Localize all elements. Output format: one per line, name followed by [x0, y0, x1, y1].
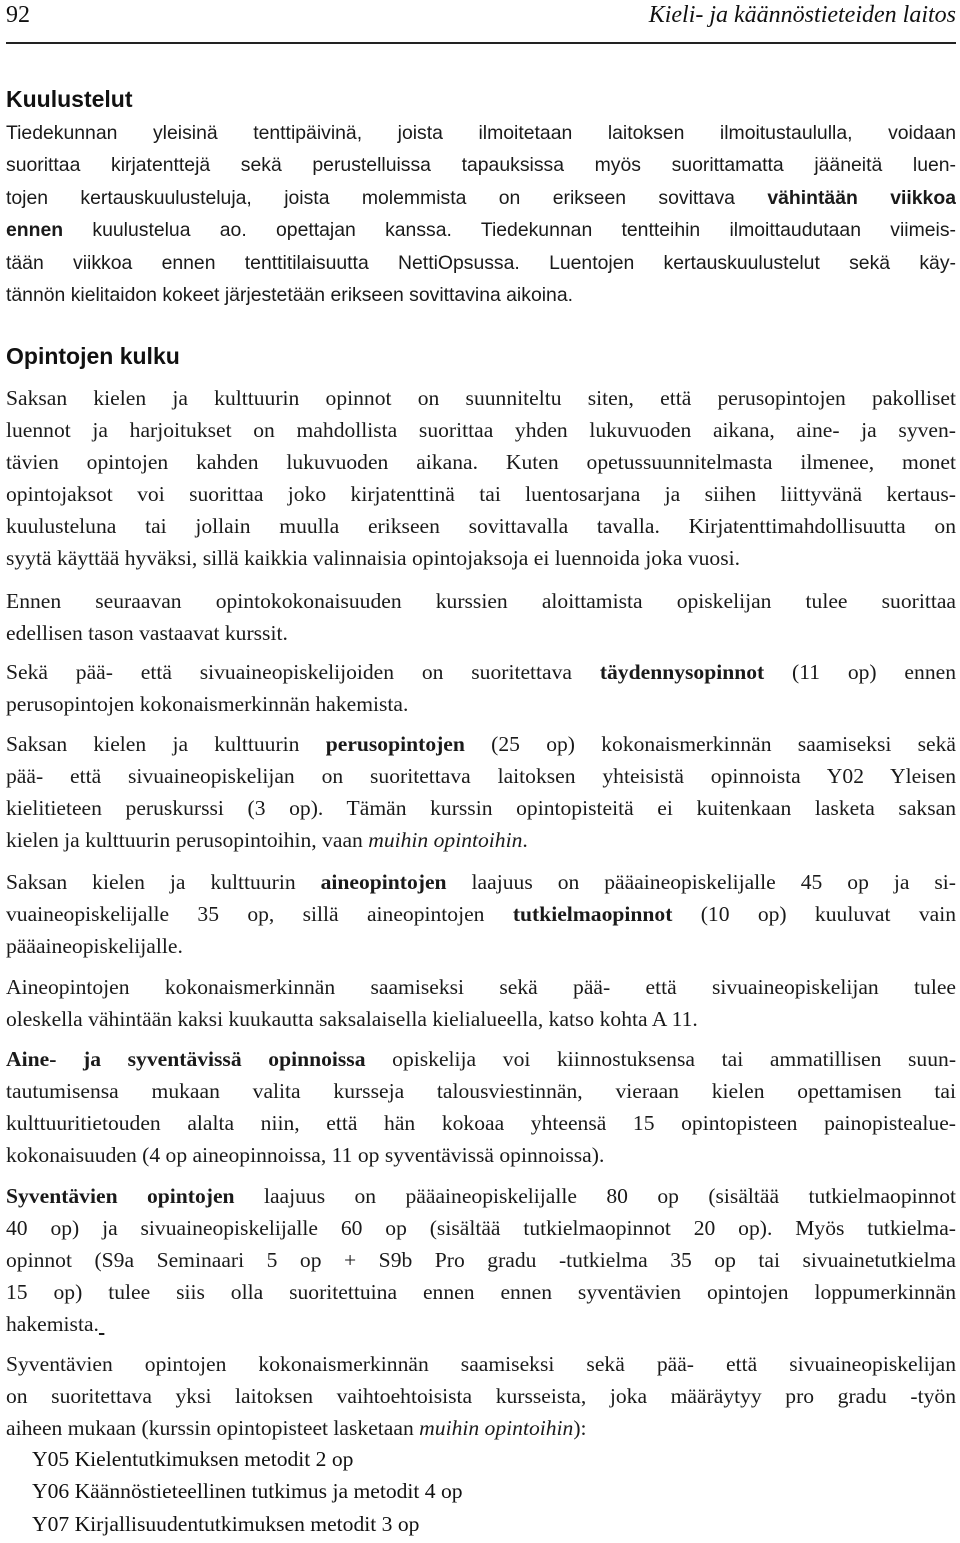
text-line: suorittaa kirjatenttejä sekä perustelluissa tapauksissa myös suorittamatta jääneitä luen- [6, 154, 956, 177]
text-line: kielitieteen peruskurssi (3 op). Tämän kurssin opintopisteitä ei kuitenkaan lasketa saksan [6, 796, 956, 821]
text-line: oleskella vähintään kaksi kuukautta saksalaisella kielialueella, katso kohta A 11. [6, 1007, 698, 1032]
text-line: Saksan kielen ja kulttuurin aineopintojen laajuus on pääaineopiskelijalle 45 op ja si- [6, 870, 956, 894]
paragraph-9 [6, 1348, 956, 1444]
text-line: pääaineopiskelijalle. [6, 934, 183, 959]
paragraph-6 [6, 971, 956, 1035]
text-line: tautumisensa mukaan valita kursseja talousviestinnän, vieraan kielen opettamisen tai [6, 1079, 956, 1104]
text-line: tännön kielitaidon kokeet järjestetään erikseen sovittavina aikoina. [6, 284, 573, 307]
list-item: Y05 Kielentutkimuksen metodit 2 op [32, 1447, 354, 1471]
text-line: Saksan kielen ja kulttuurin perusopintojen (25 op) kokonaismerkinnän saamiseksi sekä [6, 732, 956, 756]
text-line: tävien opintojen kahden lukuvuoden aikana. Kuten opetussuunnitelmasta ilmenee, monet [6, 450, 956, 475]
text-line: opinnot (S9a Seminaari 5 op + S9b Pro gradu -tutkielma 35 op tai sivuainetutkielma [6, 1248, 956, 1273]
list-item: Y07 Kirjallisuudentutkimuksen metodit 3 op [32, 1511, 420, 1536]
text-line: perusopintojen kokonaismerkinnän hakemista. [6, 692, 409, 717]
paragraph-7 [6, 1043, 956, 1171]
text-line: kulttuuritietouden alalta niin, että hän kokoaa yhteensä 15 opintopisteen painopistealue- [6, 1111, 956, 1136]
paragraph-8 [6, 1180, 956, 1340]
paragraph-2 [6, 585, 956, 649]
page-number: 92 [6, 2, 30, 28]
text-line: opintojaksot voi suorittaa joko kirjatenttinä tai luentosarjana ja siihen liittyvänä kertaus- [6, 482, 956, 507]
text-line: Syventävien opintojen laajuus on pääaineopiskelijalle 80 op (sisältää tutkielmaopinnot [6, 1184, 956, 1208]
paragraph-3 [6, 656, 956, 720]
paragraph-1 [6, 382, 956, 575]
text-line: tään viikkoa ennen tenttitilaisuutta NettiOpsussa. Luentojen kertauskuulustelut sekä käy- [6, 251, 956, 274]
text-line: 15 op) tulee siis olla suoritettuina ennen ennen syventävien opintojen loppumerkinnän [6, 1280, 956, 1305]
text-line: hakemista. [6, 1312, 99, 1337]
text-line: on suoritettava yksi laitoksen vaihtoehtoisista kursseista, joka määräytyy pro gradu -työn [6, 1384, 956, 1409]
text-line: 40 op) ja sivuaineopiskelijalle 60 op (sisältää tutkielmaopinnot 20 op). Myös tutkielma- [6, 1216, 956, 1241]
list-item: Y06 Käännöstieteellinen tutkimus ja metodit 4 op [32, 1479, 463, 1504]
section-heading-kuulustelut: Kuulustelut [6, 86, 133, 112]
text-line: Ennen seuraavan opintokokonaisuuden kurssien aloittamista opiskelijan tulee suorittaa [6, 589, 956, 613]
text-line: kokonaisuuden (4 op aineopinnoissa, 11 op syventävissä opinnoissa). [6, 1143, 605, 1168]
text-line: luennot ja harjoitukset on mahdollista suorittaa yhden lukuvuoden aikana, aine- ja syven- [6, 418, 956, 443]
text-line: Syventävien opintojen kokonaismerkinnän saamiseksi sekä pää- että sivuaineopiskelijan [6, 1352, 956, 1376]
text-line: syytä käyttää hyväksi, sillä kaikkia valinnaisia opintojaksoja ei luennoida joka vuosi. [6, 546, 741, 571]
text-line: edellisen tason vastaavat kurssit. [6, 621, 288, 646]
text-line: kielen ja kulttuurin perusopintoihin, vaan muihin opintoihin. [6, 828, 528, 853]
text-line: Aineopintojen kokonaismerkinnän saamiseksi sekä pää- että sivuaineopiskelijan tulee [6, 975, 956, 999]
section-heading-opintojen-kulku: Opintojen kulku [6, 343, 180, 369]
course-list [32, 1443, 463, 1540]
text-line: Sekä pää- että sivuaineopiskelijoiden on suoritettava täydennysopinnot (11 op) ennen [6, 660, 956, 684]
text-line: pää- että sivuaineopiskelijan on suoritettava laitoksen yhteisistä opinnoista Y02 Yleisen [6, 764, 956, 789]
paragraph-4 [6, 728, 956, 856]
text-line: kuulusteluna tai jollain muulla erikseen sovittavalla tavalla. Kirjatenttimahdollisuutta on [6, 514, 956, 539]
text-line: ennen kuulustelua ao. opettajan kanssa. Tiedekunnan tentteihin ilmoittaudutaan viimeis- [6, 219, 956, 242]
text-line: Tiedekunnan yleisinä tenttipäivinä, joista ilmoitetaan laitoksen ilmoitustaululla, voidaan [6, 122, 956, 144]
running-title: Kieli- ja käännöstieteiden laitos [648, 2, 956, 28]
text-line: Aine- ja syventävissä opinnoissa opiskelija voi kiinnostuksensa tai ammatillisen suun- [6, 1047, 956, 1071]
text-line: Saksan kielen ja kulttuurin opinnot on suunniteltu siten, että perusopintojen pakolliset [6, 386, 956, 410]
text-line: vuaineopiskelijalle 35 op, sillä aineopintojen tutkielmaopinnot (10 op) kuuluvat vain [6, 902, 956, 927]
text-line: aiheen mukaan (kurssin opintopisteet lasketaan muihin opintoihin): [6, 1416, 587, 1441]
page-header [6, 0, 956, 44]
paragraph-5 [6, 866, 956, 962]
text-line: tojen kertauskuulusteluja, joista molemmista on erikseen sovittava vähintään viikkoa [6, 186, 956, 209]
paragraph-kuulustelut [6, 117, 956, 311]
